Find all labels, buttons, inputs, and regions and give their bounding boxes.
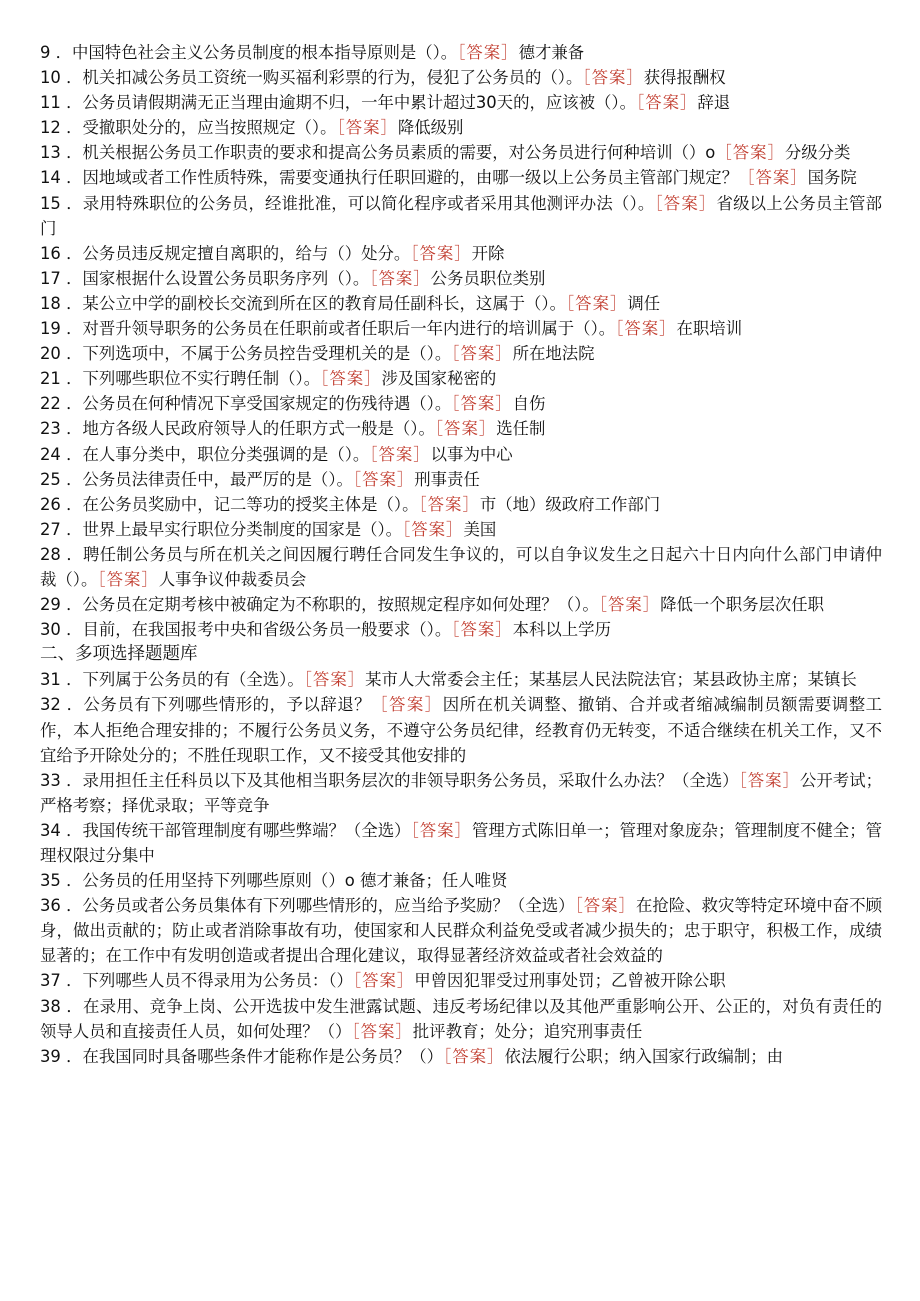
question-text: 32 ．公务员有下列哪些情形的，予以辞退？ (40, 695, 372, 715)
answer-tag: ［答案］ (336, 118, 398, 138)
answer-tag: ［答案］ (565, 293, 628, 313)
question-text: 10 ．机关扣减公务员工资统一购买福利彩票的行为，侵犯了公务员的（）。 (40, 68, 583, 88)
question-text: 26 ．在公务员奖励中，记二等功的授奖主体是（）。 (40, 494, 419, 514)
question-text: 37 ．下列哪些人员不得录用为公务员：（） (40, 971, 353, 991)
question-item (40, 492, 882, 517)
answer-text: 因所在机关调整、撤销、合并或者缩减编制员额需要调整工作，本人拒绝合理安排的；不履行公务员义务，不遵守公务员纪律，经教育仍无转变，不适合继续在机关工作，又不宜给予开除处分的；不胜任现职工作，又不接受其他安排的 (40, 695, 882, 765)
answer-text: 人事争议仲裁委员会 (158, 569, 307, 589)
answer-text: 在抢险、救灾等特定环境中奋不顾身，做出贡献的；防止或者消除事故有功，使国家和人民群众利益免受或者减少损失的；忠于职守，积极工作，成绩显著的；在工作中有发明创造或者提出合理化建议，取得显著经济效益或者社会效益的 (40, 896, 882, 966)
answer-tag: ［答案］ (351, 1021, 413, 1041)
answer-text: 本科以上学历 (512, 620, 611, 640)
answer-text: 调任 (627, 293, 661, 313)
answer-tag: ［答案］ (303, 670, 366, 690)
answer-text: 德才兼备 (518, 43, 585, 62)
answer-tag: ［答案］ (451, 394, 513, 414)
answer-text: 分级分类 (784, 143, 851, 163)
answer-text: 某市人大常委会主任；某基层人民法院法官；某县政协主席；某镇长 (365, 670, 857, 690)
question-text: 15 ．录用特殊职位的公务员，经谁批准，可以简化程序或者采用其他测评办法（）。 (40, 193, 655, 213)
answer-text: 辞退 (697, 93, 731, 113)
question-text: 25 ．公务员法律责任中，最严厉的是（）。 (40, 469, 353, 489)
question-item (40, 65, 882, 90)
answer-tag: ［答案］ (352, 971, 415, 991)
question-text: 14 ．因地域或者工作性质特殊，需要变通执行任职回避的，由哪一级以上公务员主管部门规定？ (40, 168, 739, 188)
question-text: 11 ．公务员请假期满无正当理由逾期不归，一年中累计超过30天的，应该被（）。 (40, 93, 637, 113)
answer-tag: ［答案］ (434, 419, 497, 439)
question-text: 12 ．受撤职处分的，应当按照规定（）。 (40, 118, 337, 138)
question-item (40, 868, 882, 893)
answer-tag: ［答案］ (654, 193, 717, 213)
question-text: 36 ．公务员或者公务员集体有下列哪些情形的，应当给予奖励？（全选） (40, 896, 575, 916)
answer-tag: ［答案］ (738, 770, 800, 790)
question-text: 39 ．在我国同时具备哪些条件才能称作是公务员？（） (40, 1046, 444, 1066)
question-item (40, 968, 882, 993)
question-text: 13 ．机关根据公务员工作职责的要求和提高公务员素质的需要，对公务员进行何种培训（）o (40, 143, 716, 163)
answer-text: 以事为中心 (430, 444, 513, 464)
question-text: 21 ．下列哪些职位不实行聘任制（）。 (40, 369, 321, 389)
question-item (40, 667, 882, 692)
question-text: 23 ．地方各级人民政府领导人的任职方式一般是（）。 (40, 419, 435, 439)
question-item (40, 291, 882, 316)
question-text: 34 ．我国传统干部管理制度有哪些弊端？（全选） (40, 820, 411, 840)
answer-text: 降低级别 (397, 118, 464, 138)
question-text: 16 ．公务员违反规定擅自离职的，给与（）处分。 (40, 243, 411, 263)
question-item (40, 191, 882, 241)
question-text: 22 ．公务员在何种情况下享受国家规定的伤残待遇（）。 (40, 394, 452, 414)
answer-tag: ［答案］ (97, 569, 159, 589)
question-item (40, 40, 882, 65)
answer-tag: ［答案］ (451, 344, 513, 364)
answer-text: 省级以上公务员主管部门 (40, 193, 883, 238)
question-item (40, 241, 882, 266)
question-text: 33 ．录用担任主任科员以下及其他相当职务层次的非领导职务公务员，采取什么办法？（全选） (40, 770, 739, 790)
question-item (40, 140, 882, 165)
answer-text: 公务员职位类别 (430, 268, 546, 288)
answer-text: 所在地法院 (512, 344, 595, 364)
question-item (40, 442, 882, 467)
answer-tag: ［答案］ (418, 494, 480, 514)
question-item (40, 994, 882, 1044)
answer-text: 开除 (471, 243, 505, 263)
answer-text: 国务院 (807, 168, 857, 188)
answer-text: 自伤 (512, 394, 546, 414)
question-item (40, 692, 882, 767)
question-item (40, 1044, 882, 1069)
document-page (40, 40, 882, 1069)
answer-tag: ［答案］ (410, 243, 472, 263)
answer-tag: ［答案］ (574, 896, 636, 916)
answer-tag: ［答案］ (451, 620, 513, 640)
question-item (40, 893, 882, 968)
question-item (40, 617, 882, 642)
question-text: 20 ．下列选项中，不属于公务员控告受理机关的是（）。 (40, 344, 452, 364)
answer-text: 在职培训 (676, 319, 743, 339)
answer-text: 甲曾因犯罪受过刑事处罚；乙曾被开除公职 (414, 971, 726, 991)
answer-tag: ［答案］ (582, 68, 644, 88)
question-item (40, 467, 882, 492)
answer-text: 市（地）级政府工作部门 (479, 494, 661, 514)
question-list-single (40, 40, 882, 642)
answer-tag: ［答案］ (369, 268, 431, 288)
answer-tag: ［答案］ (738, 168, 808, 188)
question-item (40, 115, 882, 140)
question-item (40, 316, 882, 341)
answer-tag: ［答案］ (320, 369, 382, 389)
question-text: 35 ．公务员的任用坚持下列哪些原则（）o 德才兼备；任人唯贤 (40, 871, 508, 891)
answer-tag: ［答案］ (715, 143, 785, 163)
answer-text: 美国 (463, 519, 497, 539)
question-item (40, 341, 882, 366)
question-item (40, 165, 882, 190)
question-item (40, 517, 882, 542)
question-item (40, 391, 882, 416)
question-text: 17 ．国家根据什么设置公务员职务序列（）。 (40, 268, 370, 288)
question-text: 29 ．公务员在定期考核中被确定为不称职的，按照规定程序如何处理？（）。 (40, 595, 599, 615)
answer-text: 刑事责任 (414, 469, 480, 489)
answer-text: 公开考试；严格考察；择优录取；平等竞争 (40, 770, 882, 815)
question-list-multi (40, 667, 882, 1069)
answer-text: 管理方式陈旧单一；管理对象庞杂；管理制度不健全；管理权限过分集中 (40, 820, 882, 865)
question-text: 19 ．对晋升领导职务的公务员在任职前或者任职后一年内进行的培训属于（）。 (40, 319, 616, 339)
answer-text: 获得报酬权 (643, 68, 726, 88)
question-text: 28 ．聘任制公务员与所在机关之间因履行聘任合同发生争议的，可以自争议发生之日起六十日内向什么部门申请仲裁（）。 (40, 544, 882, 589)
answer-tag: ［答案］ (352, 469, 415, 489)
answer-text: 涉及国家秘密的 (381, 369, 497, 389)
question-text: 9 ．中国特色社会主义公务员制度的根本指导原则是（）。 (40, 43, 458, 62)
section-heading: 二、多项选择题题库 (40, 644, 198, 665)
answer-tag: ［答案］ (410, 820, 472, 840)
question-text: 30 ．目前，在我国报考中央和省级公务员一般要求（）。 (40, 620, 452, 640)
question-item (40, 90, 882, 115)
answer-tag: ［答案］ (598, 595, 661, 615)
question-text: 27 ．世界上最早实行职位分类制度的国家是（）。 (40, 519, 403, 539)
question-text: 38 ．在录用、竞争上岗、公开选拔中发生泄露试题、违反考场纪律以及其他严重影响公开、公正的，对负有责任的领导人员和直接责任人员，如何处理？（） (40, 996, 882, 1041)
question-text: 18 ．某公立中学的副校长交流到所在区的教育局任副科长，这属于（）。 (40, 293, 566, 313)
answer-tag: ［答案］ (615, 319, 677, 339)
answer-tag: ［答案］ (443, 1046, 505, 1066)
question-item (40, 592, 882, 617)
question-text: 24 ．在人事分类中，职位分类强调的是（）。 (40, 444, 370, 464)
answer-tag: ［答案］ (369, 444, 431, 464)
answer-tag: ［答案］ (636, 93, 698, 113)
question-item (40, 768, 882, 818)
answer-tag: ［答案］ (371, 695, 443, 715)
question-text: 31 ．下列属于公务员的有（全选）。 (40, 670, 304, 690)
answer-text: 降低一个职务层次任职 (660, 595, 825, 615)
question-item (40, 416, 882, 441)
question-item (40, 366, 882, 391)
answer-tag: ［答案］ (457, 43, 519, 62)
answer-text: 批评教育；处分；追究刑事责任 (412, 1021, 643, 1041)
answer-text: 依法履行公职；纳入国家行政编制；由 (504, 1046, 784, 1066)
answer-text: 选任制 (496, 419, 546, 439)
question-item (40, 266, 882, 291)
answer-tag: ［答案］ (402, 519, 464, 539)
question-item (40, 818, 882, 868)
question-item (40, 542, 882, 592)
